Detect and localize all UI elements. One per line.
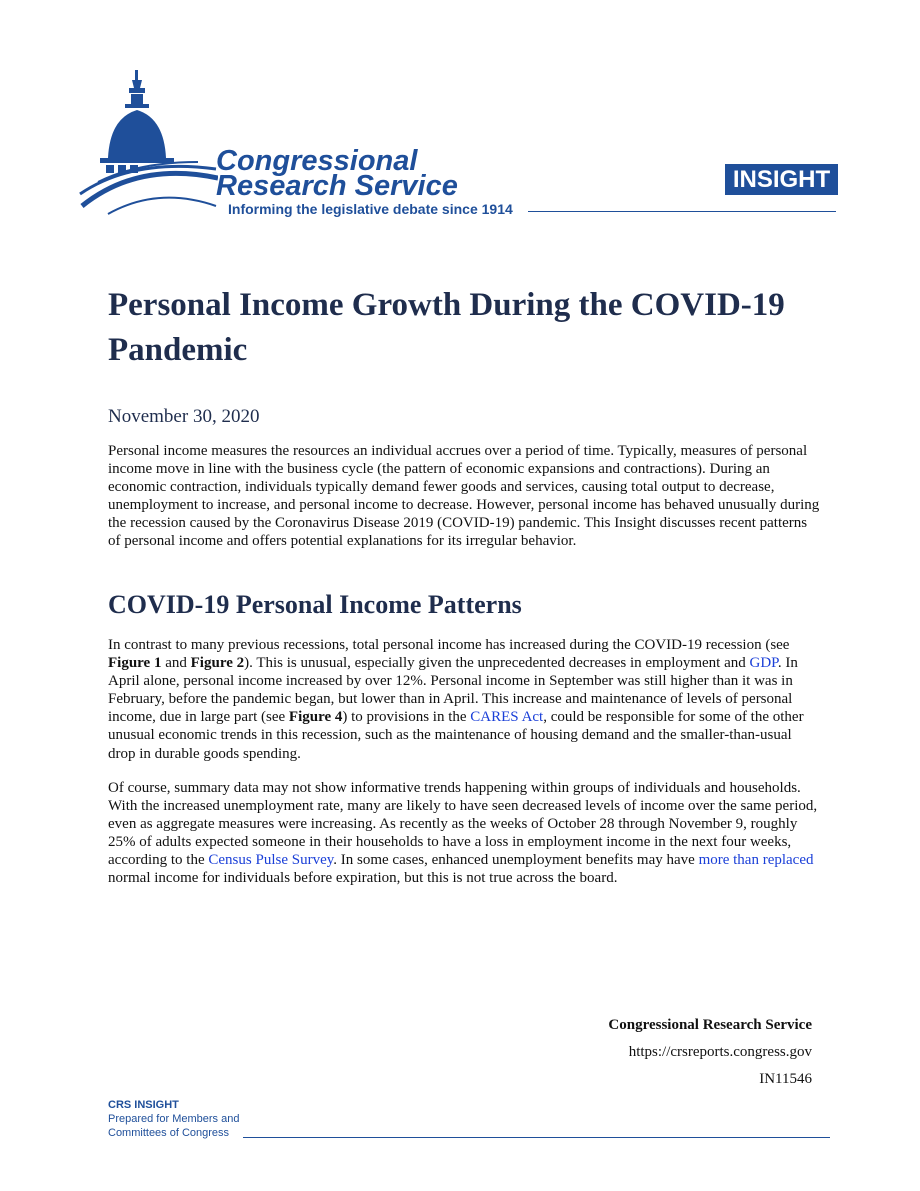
section-heading: COVID-19 Personal Income Patterns	[108, 590, 522, 619]
text-run: Of course, summary data may not show informative trends happening within groups of individuals and households. With the increased unemployment rate, many are likely to have seen decreased levels of income over the same period, even as aggregate measures were increasing. As recently as the weeks of October 28 through November 9, roughly 25% of adults expected someone in their households to have a loss in employment income in the next four weeks, according to the	[108, 780, 818, 869]
logo-word-congressional: Congressional	[216, 145, 418, 177]
text-run: . In some cases, enhanced unemployment benefits may have	[333, 852, 699, 869]
cares-act-link[interactable]: CARES Act	[470, 709, 544, 726]
paragraph-1	[108, 636, 820, 763]
page-title: Personal Income Growth During the COVID-19 Pandemic	[108, 287, 785, 368]
text-run: In contrast to many previous recessions, total personal income has increased during the COVID-19 recession (see	[108, 637, 790, 653]
committees-line: Committees of Congress	[108, 1127, 230, 1139]
logo-tagline: Informing the legislative debate since 1914	[228, 201, 513, 217]
census-pulse-survey-link[interactable]: Census Pulse Survey	[208, 852, 334, 869]
crs-insight-label: CRS INSIGHT	[108, 1099, 179, 1111]
footer-org: Congressional Research Service	[608, 1017, 812, 1033]
figure-2-ref: Figure 2	[190, 655, 245, 672]
text-run: ) to provisions in the	[342, 709, 471, 726]
report-id: IN11546	[759, 1071, 812, 1087]
gdp-link[interactable]: GDP	[749, 655, 778, 672]
insight-badge: INSIGHT	[725, 164, 838, 195]
crs-logo	[78, 66, 538, 218]
text-run: , could be responsible for some of the other unusual economic trends in this recession, such as the maintenance of housing demand and the smaller-than-usual drop in durable goods spending.	[108, 709, 804, 762]
paragraph-2	[108, 779, 820, 888]
footer-rule	[243, 1137, 830, 1138]
header-rule	[528, 211, 836, 212]
logo-word-research-service: Research Service	[216, 170, 458, 202]
crs-insight-tag	[108, 1098, 239, 1140]
text-run: and	[161, 655, 191, 672]
publication-date: November 30, 2020	[108, 406, 260, 427]
prepared-for-line: Prepared for Members and	[108, 1113, 240, 1125]
figure-1-ref: Figure 1	[108, 655, 162, 672]
text-run: ). This is unusual, especially given the unprecedented decreases in employment and	[244, 655, 750, 672]
more-than-replaced-link[interactable]: more than replaced	[698, 852, 814, 869]
text-run: . In April alone, personal income increased by over 12%. Personal income in September was still higher than it was in February, before the pandemic began, but lower than in April. This increase and maintenance of levels of personal income, due in large part (see	[108, 655, 798, 726]
footer-block	[608, 1012, 812, 1093]
text-run: normal income for individuals before expiration, but this is not true across the board.	[108, 870, 618, 887]
intro-paragraph: Personal income measures the resources an individual accrues over a period of time. Typically, measures of personal income move in line with the business cycle (the pattern of economic expansions and contractions). During an economic contraction, individuals typically demand fewer goods and services, causing total output to decrease, unemployment to increase, and personal income to decrease. However, personal income has behaved unusually during the recession caused by the Coronavirus Disease 2019 (COVID-19) pandemic. This Insight discusses recent patterns of personal income and offers potential explanations for its irregular behavior.	[108, 443, 820, 550]
footer-url[interactable]: https://crsreports.congress.gov	[628, 1044, 812, 1060]
capitol-dome-icon	[78, 66, 218, 218]
figure-4-ref: Figure 4	[288, 709, 343, 726]
